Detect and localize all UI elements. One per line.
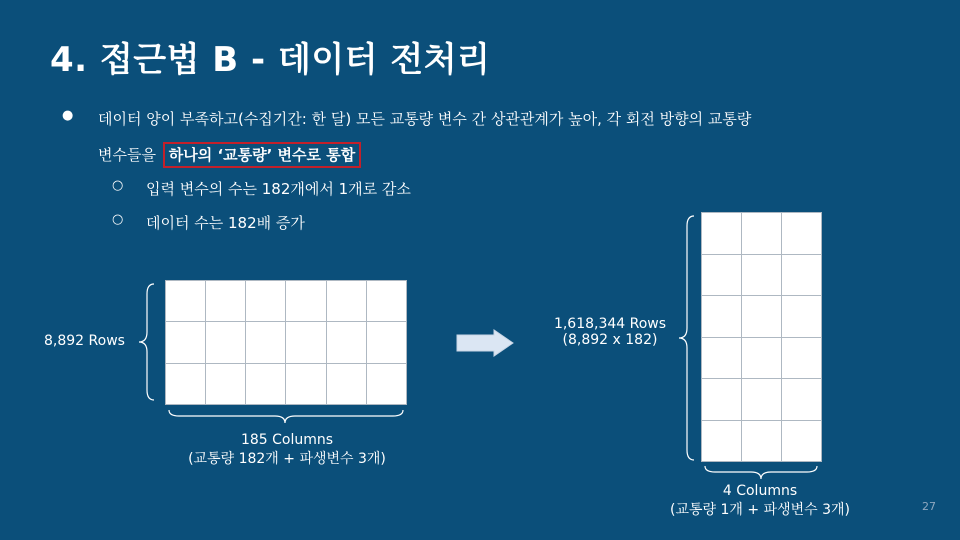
bullet-text-line1: 데이터 양이 부족하고(수집기간: 한 달) 모든 교통량 변수 간 상관관계가 높아, 각 회전 방향의 교통량 xyxy=(98,110,752,128)
page-number: 27 xyxy=(922,500,936,513)
left-rows-brace-icon xyxy=(136,282,158,402)
left-table-grid xyxy=(165,280,407,405)
sub-bullet-item xyxy=(112,212,305,233)
left-rows-label: 8,892 Rows xyxy=(44,333,125,349)
sub-bullet-circle-icon: ○ xyxy=(112,178,124,193)
bullet-item-main xyxy=(62,108,751,129)
left-columns-count: 185 Columns xyxy=(240,432,334,448)
right-columns-label xyxy=(660,483,860,519)
right-rows-brace-icon xyxy=(676,214,698,462)
left-columns-note: (교통량 182개 + 파생변수 3개) xyxy=(188,451,386,467)
sub-bullet-text: 데이터 수는 182배 증가 xyxy=(146,214,305,232)
bullet-dot-icon: ● xyxy=(62,108,74,123)
right-columns-count: 4 Columns xyxy=(722,483,798,499)
right-columns-note: (교통량 1개 + 파생변수 3개) xyxy=(670,502,850,518)
bullet-text-line2: 변수들을 xyxy=(98,146,156,164)
right-columns-brace-icon xyxy=(703,464,823,484)
right-table-grid xyxy=(701,212,822,462)
sub-bullet-text: 입력 변수의 수는 182개에서 1개로 감소 xyxy=(146,180,411,198)
highlighted-phrase: 하나의 ‘교통량’ 변수로 통합 xyxy=(163,142,361,168)
right-rows-label xyxy=(546,316,674,348)
right-rows-count: 1,618,344 Rows xyxy=(553,316,667,332)
sub-bullet-item xyxy=(112,178,411,199)
bullet-item-main-continued xyxy=(98,142,361,168)
sub-bullet-circle-icon: ○ xyxy=(112,212,124,227)
right-rows-note: (8,892 x 182) xyxy=(562,332,658,348)
left-columns-brace-icon xyxy=(167,408,407,428)
left-columns-label xyxy=(166,432,408,468)
right-arrow-icon xyxy=(456,329,516,357)
slide-title: 4. 접근법 B - 데이터 전처리 xyxy=(50,40,491,80)
